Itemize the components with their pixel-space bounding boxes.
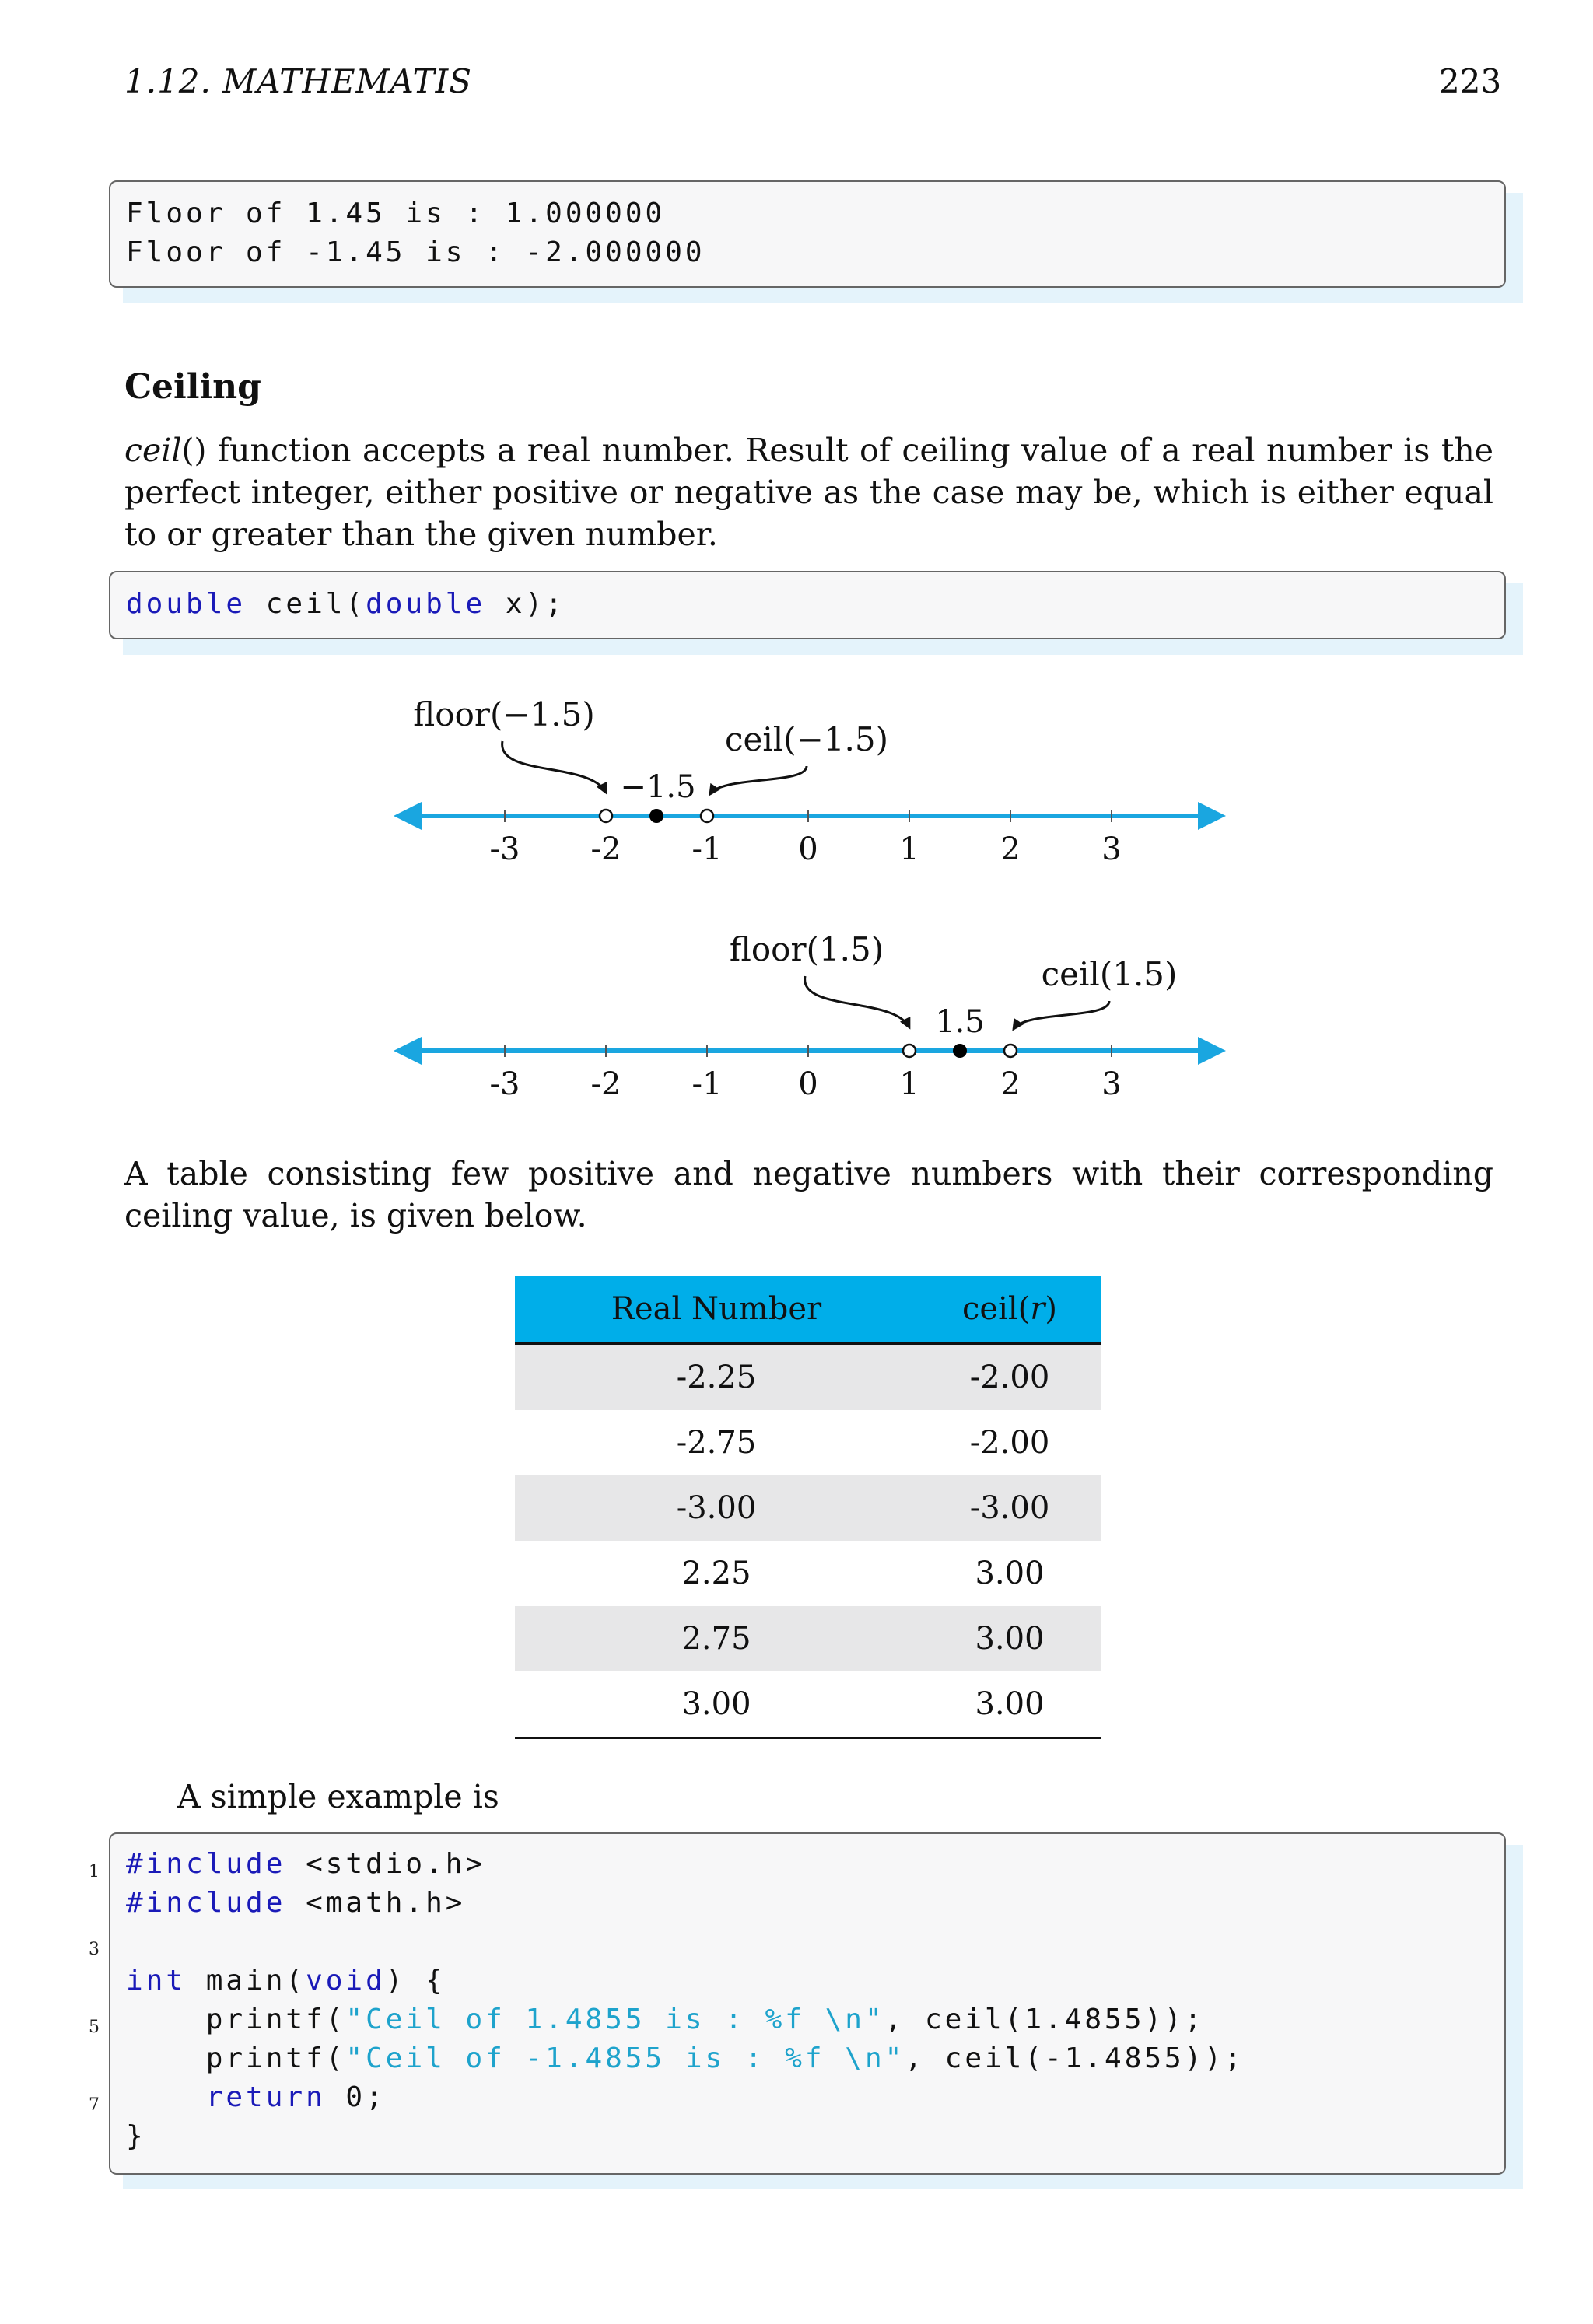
- ceil-point: [701, 810, 713, 822]
- floor-arrow: [502, 741, 606, 793]
- code-line-4: [126, 1965, 446, 1997]
- keyword-double: double: [366, 588, 486, 620]
- value-point: [649, 809, 663, 823]
- ceil-label: ceil(1.5): [1041, 955, 1178, 993]
- cell-real: 2.25: [681, 1556, 751, 1591]
- ceil-label: ceil(−1.5): [725, 720, 888, 758]
- ceiling-description-text: () function accepts a real number. Result of ceiling value of a real number is the perfect integer, either positive or negative as the case may be, which is either equal to or greater than the given number.: [124, 432, 1493, 553]
- output-line-2: Floor of -1.45 is : -2.000000: [126, 236, 705, 268]
- tick-label: -1: [691, 831, 723, 867]
- signature-rest: x);: [485, 588, 565, 620]
- table-row: [515, 1410, 1101, 1475]
- cell-ceil: -3.00: [918, 1475, 1101, 1541]
- table-header-row: [515, 1276, 1101, 1344]
- tick-label: 1: [899, 831, 919, 867]
- tick-label: 0: [798, 1066, 818, 1102]
- line-number: 1: [89, 1862, 100, 1881]
- number-line-2: [408, 930, 1212, 1102]
- string-literal: "Ceil of 1.4855 is : %f \n": [345, 2004, 885, 2035]
- value-label: 1.5: [935, 1004, 985, 1040]
- code-text: <stdio.h>: [285, 1848, 486, 1880]
- code-text: , ceil(-1.4855));: [905, 2042, 1245, 2074]
- ceil-function-name: ceil: [124, 432, 182, 469]
- ceil-arrow: [710, 766, 807, 794]
- code-line-7: [126, 2081, 386, 2113]
- tick-label: 2: [1000, 1066, 1021, 1102]
- signature-name: ceil(: [246, 588, 366, 620]
- code-text: printf(: [126, 2042, 346, 2074]
- cell-real: -3.00: [515, 1475, 918, 1541]
- keyword-int: int: [126, 1965, 187, 1997]
- floor-label: floor(1.5): [729, 930, 884, 968]
- cell-real: -2.75: [676, 1425, 757, 1461]
- tick-label: -3: [489, 1066, 520, 1102]
- keyword-return: return: [205, 2081, 326, 2113]
- line-number: 7: [89, 2095, 100, 2115]
- tick-label: -1: [691, 1066, 723, 1102]
- example-intro: A simple example is: [177, 1778, 499, 1815]
- tick-label: 3: [1101, 1066, 1122, 1102]
- code-text: ) {: [385, 1965, 446, 1997]
- table-row: [515, 1671, 1101, 1738]
- table-row: [515, 1344, 1101, 1411]
- cell-ceil: -2.00: [918, 1344, 1101, 1411]
- header-ceil-r: ceil(r): [918, 1276, 1101, 1344]
- code-indent: [126, 2081, 206, 2113]
- cell-real: -2.25: [515, 1344, 918, 1411]
- line-number: 3: [89, 1940, 100, 1959]
- line-number: 5: [89, 2018, 100, 2037]
- code-line-8: }: [126, 2120, 146, 2152]
- ceil-point: [1004, 1045, 1017, 1057]
- code-text: <math.h>: [285, 1887, 466, 1919]
- cell-real: 2.75: [515, 1606, 918, 1671]
- keyword-double: double: [126, 588, 247, 620]
- number-line-1: [408, 695, 1212, 867]
- example-code-box: [109, 1832, 1506, 2175]
- ceiling-heading: Ceiling: [124, 367, 261, 407]
- code-line-2: [126, 1887, 465, 1919]
- tick-label: -3: [489, 831, 520, 867]
- code-line-1: [126, 1848, 485, 1880]
- cell-ceil: -2.00: [969, 1425, 1050, 1461]
- keyword-include: #include: [126, 1887, 286, 1919]
- value-label: −1.5: [620, 769, 696, 805]
- cell-ceil: 3.00: [918, 1606, 1101, 1671]
- table-row: [515, 1541, 1101, 1606]
- floor-arrow: [805, 976, 909, 1027]
- floor-label: floor(−1.5): [413, 695, 595, 733]
- table-row: [515, 1606, 1101, 1671]
- page-number: 223: [1439, 62, 1502, 100]
- floor-point: [903, 1045, 916, 1057]
- tick-label: 0: [798, 831, 818, 867]
- table-intro: A table consisting few positive and negative numbers with their corresponding ceiling value, is given below.: [124, 1155, 1493, 1234]
- string-literal: "Ceil of -1.4855 is : %f \n": [345, 2042, 905, 2074]
- keyword-void: void: [306, 1965, 386, 1997]
- output-line-1: Floor of 1.45 is : 1.000000: [126, 198, 666, 229]
- tick-label: 2: [1000, 831, 1021, 867]
- code-text: , ceil(1.4855));: [884, 2004, 1205, 2035]
- cell-ceil: 3.00: [918, 1671, 1101, 1738]
- cell-ceil: 3.00: [975, 1556, 1045, 1591]
- tick-label: -2: [590, 831, 621, 867]
- tick-label: 1: [899, 1066, 919, 1102]
- section-header: 1.12. MATHEMATIS: [124, 62, 472, 100]
- ceil-table: [515, 1276, 1101, 1739]
- code-text: main(: [186, 1965, 306, 1997]
- cell-real: 3.00: [515, 1671, 918, 1738]
- header-real-number: Real Number: [515, 1276, 918, 1344]
- ceil-arrow: [1014, 1001, 1109, 1029]
- code-text: 0;: [325, 2081, 386, 2113]
- table-row: [515, 1475, 1101, 1541]
- tick-label: -2: [590, 1066, 621, 1102]
- keyword-include: #include: [126, 1848, 286, 1880]
- code-text: printf(: [126, 2004, 346, 2035]
- code-line-6: [126, 2042, 1245, 2074]
- value-point: [953, 1044, 967, 1058]
- floor-point: [600, 810, 612, 822]
- tick-label: 3: [1101, 831, 1122, 867]
- code-line-5: [126, 2004, 1204, 2035]
